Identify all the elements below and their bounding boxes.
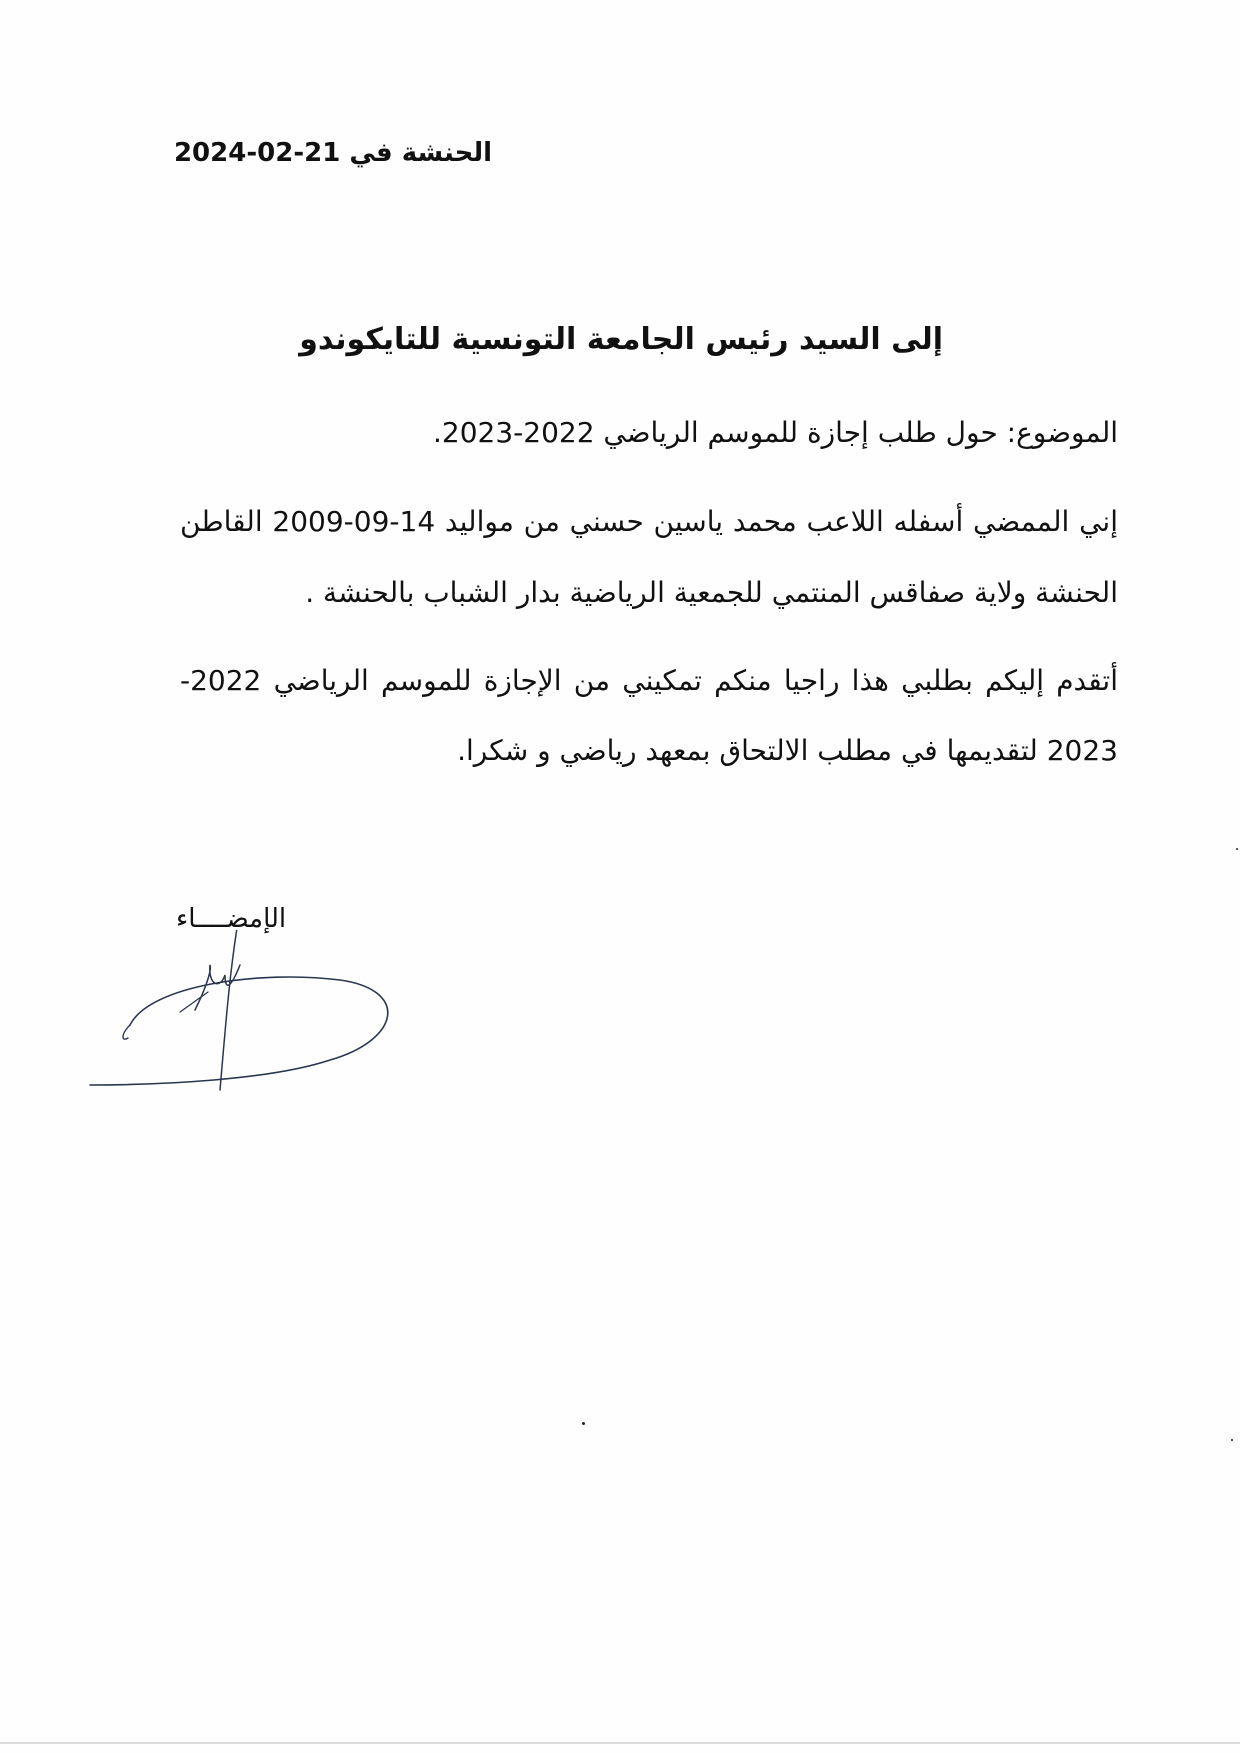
- body-paragraph-1-line-1: إني الممضي أسفله اللاعب محمد ياسين حسني من مواليد 14-09-2009 القاطن: [180, 505, 1118, 538]
- body-paragraph-1-line-2: الحنشة ولاية صفاقس المنتمي للجمعية الرياضية بدار الشباب بالحنشة .: [305, 576, 1118, 609]
- handwritten-signature: [80, 930, 410, 1100]
- paper-speck: [1236, 848, 1238, 850]
- scan-edge: [0, 1742, 1240, 1744]
- body-paragraph-2-line-2: 2023 لتقديمها في مطلب الالتحاق بمعهد رياضي و شكرا.: [457, 734, 1118, 767]
- paper-speck: [582, 1422, 585, 1425]
- subject-line: الموضوع: حول طلب إجازة للموسم الرياضي 2022-2023.: [432, 416, 1118, 449]
- recipient-heading: إلى السيد رئيس الجامعة التونسية للتايكوندو: [299, 322, 943, 357]
- paper-speck: [1231, 1439, 1233, 1441]
- place-and-date: الحنشة في 21-02-2024: [173, 138, 492, 168]
- body-paragraph-2-line-1: أتقدم إليكم بطلبي هذا راجيا منكم تمكيني من الإجازة للموسم الرياضي 2022-: [180, 664, 1118, 697]
- signature-label: الإمضــــاء: [176, 904, 287, 934]
